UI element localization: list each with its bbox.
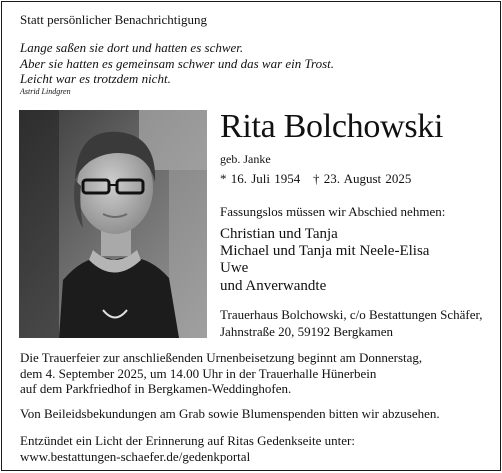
ceremony-line: auf dem Parkfriedhof in Bergkamen-Weddinghofen.: [20, 381, 292, 396]
ceremony-info: [20, 350, 422, 397]
obituary-notice: [1, 1, 501, 471]
farewell-line: Fassungslos müssen wir Abschied nehmen:: [220, 204, 446, 219]
donations-note: Von Beileidsbekundungen am Grab sowie Blumenspenden bitten wir abzusehen.: [20, 406, 440, 421]
mourner-name: und Anverwandte: [220, 277, 327, 294]
address-line: Jahnstraße 20, 59192 Bergkamen: [220, 324, 394, 339]
mourning-address: [220, 306, 483, 340]
mourner-name: Christian und Tanja: [220, 226, 338, 242]
mourner-name: Michael und Tanja mit Neele-Elisa: [220, 243, 430, 260]
portrait-photo: [19, 110, 207, 338]
poem-line: Aber sie hatten es gemeinsam schwer und das war ein Trost.: [20, 55, 335, 71]
ceremony-line: Die Trauerfeier zur anschließenden Urnenbeisetzung beginnt am Donnerstag,: [20, 350, 423, 365]
life-dates: * 16. Juli 1954 † 23. August 2025: [220, 171, 412, 186]
mourners-list: [220, 226, 429, 295]
intro-line: Statt persönlicher Benachrichtigung: [20, 12, 208, 27]
memorial-info: [20, 433, 355, 464]
birth-name: geb. Janke: [220, 152, 271, 166]
memorial-line: Entzündet ein Licht der Erinnerung auf Ritas Gedenkseite unter:: [20, 433, 355, 448]
poem-line: Lange saßen sie dort und hatten es schwer.: [20, 40, 244, 55]
address-line: Trauerhaus Bolchowski, c/o Bestattungen Schäfer,: [220, 307, 483, 322]
poem-author: Astrid Lindgren: [20, 87, 71, 96]
deceased-name: Rita Bolchowski: [220, 108, 444, 145]
poem-quote: [20, 40, 334, 87]
mourner-name: Uwe: [220, 260, 249, 277]
memorial-link[interactable]: www.bestattungen-schaefer.de/gedenkportal: [20, 448, 251, 464]
ceremony-line: dem 4. September 2025, um 14.00 Uhr in der Trauerhalle Hünerbein: [20, 365, 377, 381]
poem-line: Leicht war es trotzdem nicht.: [20, 71, 171, 87]
